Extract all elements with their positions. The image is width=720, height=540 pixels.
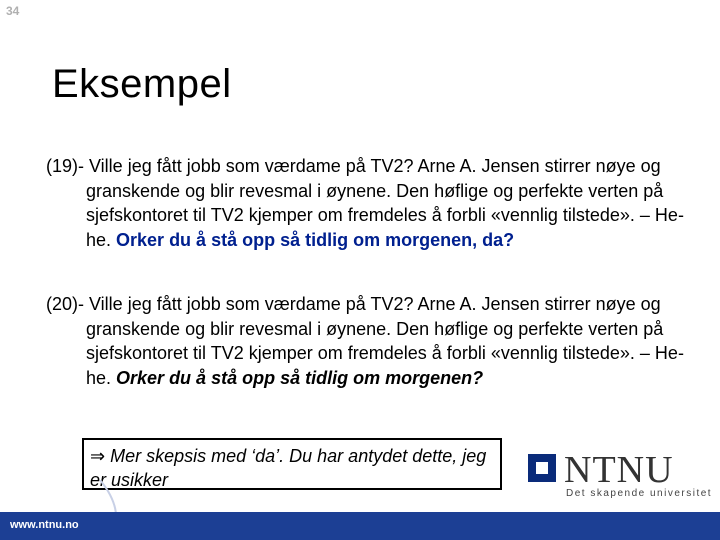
example-20-emphasis: Orker du å stå opp så tidlig om morgenen? xyxy=(116,367,484,388)
slide-number: 34 xyxy=(6,4,20,18)
logo-wordmark: NTNU xyxy=(564,449,674,491)
example-20-text: (20)- Ville jeg fått jobb som værdame på TV2? Arne A. Jensen stirrer nøye og granskende og blir revesmal i øynene. Den høflige og perfekte verten på sjefskontoret til TV2 kjemper om fremdeles å forbli «vennlig tilstede». – He-he. xyxy=(46,294,684,388)
implies-arrow-icon: ⇒ xyxy=(90,446,106,466)
slide-title: Eksempel xyxy=(52,62,232,106)
logo-tagline: Det skapende universitet xyxy=(566,488,713,499)
example-19-emphasis: Orker du å stå opp så tidlig om morgenen, da? xyxy=(116,229,515,250)
example-19-text: (19)- Ville jeg fått jobb som værdame på TV2? Arne A. Jensen stirrer nøye og granskende og blir revesmal i øynene. Den høflige og perfekte verten på sjefskontoret til TV2 kjemper om fremdeles å forbli «vennlig tilstede». – He-he. xyxy=(46,156,684,250)
example-19 xyxy=(46,154,686,252)
logo-square-icon xyxy=(528,454,556,482)
footer-bar xyxy=(0,512,720,540)
footer-url[interactable]: www.ntnu.no xyxy=(10,519,79,531)
note-text: Mer skepsis med ‘da’. Du har antydet dette, jeg er usikker xyxy=(90,446,487,490)
example-20 xyxy=(46,292,686,390)
